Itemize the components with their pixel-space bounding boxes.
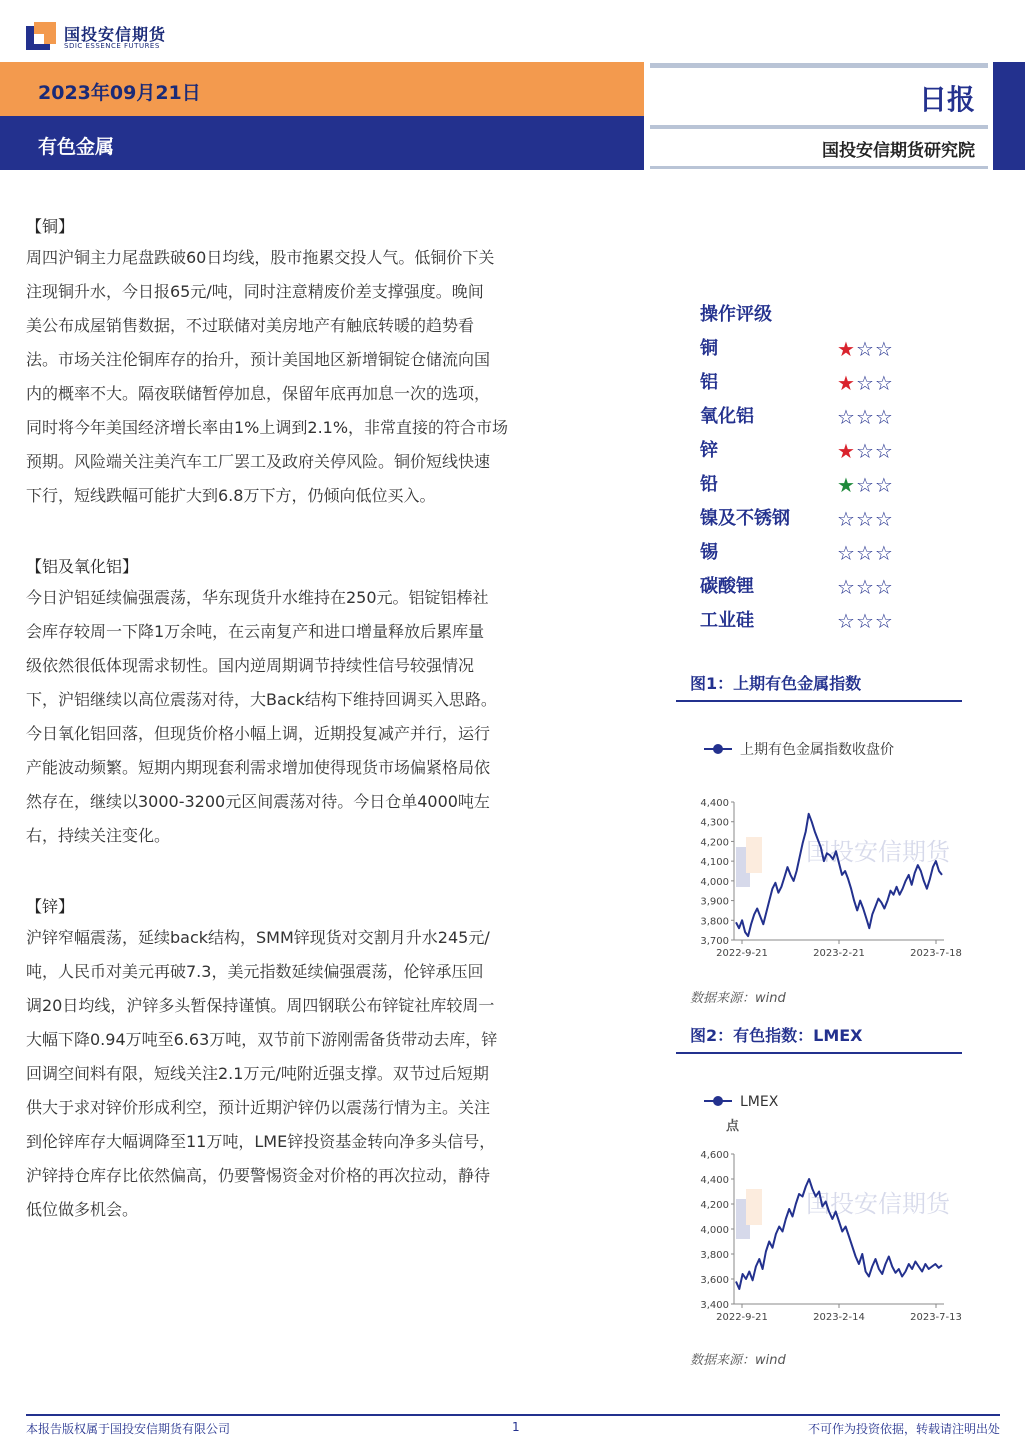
figure-1-title: 图1：上期有色金属指数 (690, 674, 862, 693)
empty-star-icon: ☆ (874, 405, 894, 429)
section-body-zinc (26, 921, 611, 1227)
empty-star-icon: ☆ (855, 575, 875, 599)
text-line: 周四沪铜主力尾盘跌破60日均线，股市拖累交投人气。低铜价下关 (26, 248, 495, 267)
empty-star-icon: ☆ (874, 473, 894, 497)
text-line: 级依然很低体现需求韧性。国内逆周期调节持续性信号较强情况 (26, 656, 475, 675)
report-date: 2023年09月21日 (38, 82, 201, 104)
empty-star-icon: ☆ (855, 405, 875, 429)
y-tick-label: 4,000 (700, 1225, 729, 1236)
watermark (736, 1189, 952, 1239)
filled-star-icon: ★ (837, 473, 856, 497)
rating-stars (837, 332, 894, 366)
empty-star-icon: ☆ (855, 609, 875, 633)
empty-star-icon: ☆ (874, 439, 894, 463)
rating-row (700, 332, 940, 366)
rating-name: 铜 (700, 338, 718, 359)
empty-star-icon: ☆ (855, 473, 875, 497)
series-line (736, 814, 942, 936)
text-line: 会库存较周一下降1万余吨，在云南复产和进口增量释放后累库量 (26, 622, 485, 641)
text-line: 预期。风险端关注美汽车工厂罢工及政府关停风险。铜价短线快速 (26, 452, 491, 471)
empty-star-icon: ☆ (855, 541, 875, 565)
empty-star-icon: ☆ (855, 439, 875, 463)
rating-stars (837, 400, 894, 434)
header-rule-top (650, 63, 988, 68)
figure-2-source: 数据来源：wind (690, 1353, 786, 1368)
figure-1-source: 数据来源：wind (690, 991, 786, 1006)
text-line: 吨，人民币对美元再破7.3，美元指数延续偏强震荡，伦锌承压回 (26, 962, 484, 981)
rating-stars (837, 502, 894, 536)
y-tick-label: 3,900 (700, 896, 729, 908)
text-line: 到伦锌库存大幅调降至11万吨，LME锌投资基金转向净多头信号， (26, 1132, 496, 1151)
rating-name: 铅 (700, 474, 718, 495)
y-tick-label: 4,200 (700, 1200, 729, 1211)
text-line: 今日沪铝延续偏强震荡，华东现货升水维持在250元。铝锭铝棒社 (26, 588, 489, 607)
y-tick-label: 3,800 (700, 916, 729, 928)
rating-name: 工业硅 (700, 610, 754, 631)
date-bar (0, 62, 644, 116)
company-logo (26, 18, 166, 56)
text-line: 沪锌持仓库存比依然偏高，仍要警惕资金对价格的再次拉动，静待 (26, 1166, 491, 1185)
rating-stars (837, 570, 894, 604)
y-tick-label: 3,400 (700, 1300, 729, 1311)
empty-star-icon: ☆ (837, 507, 856, 531)
text-line: 内的概率不大。隔夜联储暂停加息，保留年底再加息一次的选项， (26, 384, 491, 403)
rating-row (700, 570, 940, 604)
text-line: 然存在，继续以3000-3200元区间震荡对待。今日仓单4000吨左 (26, 792, 490, 811)
header-side-strip (993, 62, 1025, 170)
filled-star-icon: ★ (837, 371, 856, 395)
section-body-copper (26, 241, 611, 513)
rating-name: 铝 (700, 372, 718, 393)
empty-star-icon: ☆ (837, 541, 856, 565)
rating-row (700, 468, 940, 502)
report-type: 日报 (918, 83, 975, 116)
figure-2-title: 图2：有色指数：LMEX (690, 1026, 863, 1045)
watermark (736, 837, 952, 887)
legend-label: LMEX (740, 1094, 779, 1110)
x-tick-label: 2023-2-21 (813, 948, 865, 959)
x-tick-label: 2023-7-13 (910, 1312, 962, 1323)
institute-name: 国投安信期货研究院 (822, 141, 975, 161)
y-tick-label: 4,200 (700, 837, 729, 849)
x-tick-label: 2023-2-14 (813, 1312, 865, 1323)
empty-star-icon: ☆ (837, 609, 856, 633)
y-tick-label: 4,600 (700, 1150, 729, 1161)
text-line: 注现铜升水，今日报65元/吨，同时注意精废价差支撑强度。晚间 (26, 282, 484, 301)
footer-disclaimer: 不可作为投资依据，转载请注明出处 (807, 1422, 1000, 1436)
y-tick-label: 3,800 (700, 1250, 729, 1261)
rating-title: 操作评级 (700, 304, 772, 325)
y-tick-label: 3,700 (700, 936, 729, 947)
section-title-aluminum: 【铝及氧化铝】 (26, 557, 139, 576)
empty-star-icon: ☆ (874, 541, 894, 565)
rating-panel (700, 298, 940, 638)
empty-star-icon: ☆ (855, 371, 875, 395)
text-line: 同时将今年美国经济增长率由1%上调到2.1%，非常直接的符合市场 (26, 418, 509, 437)
empty-star-icon: ☆ (874, 609, 894, 633)
text-line: 产能波动频繁。短期内期现套利需求增加使得现货市场偏紧格局依 (26, 758, 491, 777)
legend (704, 1094, 779, 1110)
rating-name: 锌 (700, 440, 718, 461)
legend-label: 上期有色金属指数收盘价 (740, 742, 894, 758)
y-tick-label: 4,000 (700, 876, 729, 888)
rating-row (700, 502, 940, 536)
footer-rule (26, 1414, 1000, 1416)
rating-stars (837, 604, 894, 638)
category-bar (0, 116, 644, 170)
text-line: 法。市场关注伦铜库存的抬升，预计美国地区新增铜锭仓储流向国 (26, 350, 491, 369)
figure-2-rule (676, 1052, 962, 1054)
y-tick-label: 4,400 (700, 798, 729, 809)
empty-star-icon: ☆ (855, 507, 875, 531)
text-line: 调20日均线，沪锌多头暂保持谨慎。周四钢联公布锌锭社库较周一 (26, 996, 495, 1015)
rating-row (700, 366, 940, 400)
chart-2 (676, 1080, 966, 1336)
empty-star-icon: ☆ (855, 337, 875, 361)
y-unit-label: 点 (726, 1119, 740, 1134)
section-title-copper: 【铜】 (26, 217, 75, 236)
empty-star-icon: ☆ (874, 337, 894, 361)
text-line: 大幅下降0.94万吨至6.63万吨，双节前下游刚需备货带动去库，锌 (26, 1030, 498, 1049)
y-tick-label: 3,600 (700, 1275, 729, 1286)
rating-name: 碳酸锂 (700, 576, 754, 597)
header-rule-bottom (650, 166, 988, 169)
figure-1-rule (676, 700, 962, 702)
rating-name: 锡 (700, 542, 718, 563)
logo-mark-icon (26, 22, 56, 52)
text-line: 低位做多机会。 (26, 1200, 139, 1219)
empty-star-icon: ☆ (874, 371, 894, 395)
footer-copyright: 本报告版权属于国投安信期货有限公司 (26, 1422, 231, 1436)
legend-marker-icon (713, 1096, 723, 1106)
report-category: 有色金属 (38, 136, 115, 158)
x-tick-label: 2022-9-21 (716, 948, 768, 959)
legend-marker-icon (713, 744, 723, 754)
section-body-aluminum (26, 581, 611, 853)
header-rule-mid (650, 125, 988, 129)
rating-row (700, 536, 940, 570)
watermark-text: 国投安信期货 (806, 1190, 950, 1218)
empty-star-icon: ☆ (837, 405, 856, 429)
empty-star-icon: ☆ (874, 575, 894, 599)
rating-name: 氧化铝 (700, 406, 754, 427)
x-tick-label: 2023-7-18 (910, 948, 962, 959)
rating-stars (837, 468, 894, 502)
text-line: 下，沪铝继续以高位震荡对待，大Back结构下维持回调买入思路。 (26, 690, 497, 709)
empty-star-icon: ☆ (874, 507, 894, 531)
filled-star-icon: ★ (837, 337, 856, 361)
empty-star-icon: ☆ (837, 575, 856, 599)
section-title-zinc: 【锌】 (26, 897, 75, 916)
rating-stars (837, 366, 894, 400)
text-line: 今日氧化铝回落，但现货价格小幅上调，近期投复减产并行，运行 (26, 724, 491, 743)
y-tick-label: 4,400 (700, 1175, 729, 1186)
rating-row (700, 604, 940, 638)
text-line: 美公布成屋销售数据，不过联储对美房地产有触底转暖的趋势看 (26, 316, 475, 335)
legend (704, 741, 894, 758)
rating-stars (837, 536, 894, 570)
y-tick-label: 4,100 (700, 857, 729, 869)
chart-1 (676, 722, 966, 972)
page-number: 1 (512, 1420, 520, 1434)
text-line: 下行，短线跌幅可能扩大到6.8万下方，仍倾向低位买入。 (26, 486, 436, 505)
rating-row (700, 400, 940, 434)
x-tick-label: 2022-9-21 (716, 1312, 768, 1323)
text-line: 沪锌窄幅震荡，延续back结构，SMM锌现货对交割月升水245元/ (26, 928, 490, 947)
text-line: 回调空间料有限，短线关注2.1万元/吨附近强支撑。双节过后短期 (26, 1064, 489, 1083)
logo-cn-text: 国投安信期货 (64, 25, 167, 44)
rating-stars (837, 434, 894, 468)
filled-star-icon: ★ (837, 439, 856, 463)
watermark-text: 国投安信期货 (806, 838, 950, 866)
logo-en-text: SDIC ESSENCE FUTURES (64, 42, 160, 50)
rating-row (700, 434, 940, 468)
text-line: 右，持续关注变化。 (26, 826, 171, 845)
rating-name: 镍及不锈钢 (700, 508, 790, 529)
y-tick-label: 4,300 (700, 817, 729, 829)
text-line: 供大于求对锌价形成利空，预计近期沪锌仍以震荡行情为主。关注 (26, 1098, 491, 1117)
